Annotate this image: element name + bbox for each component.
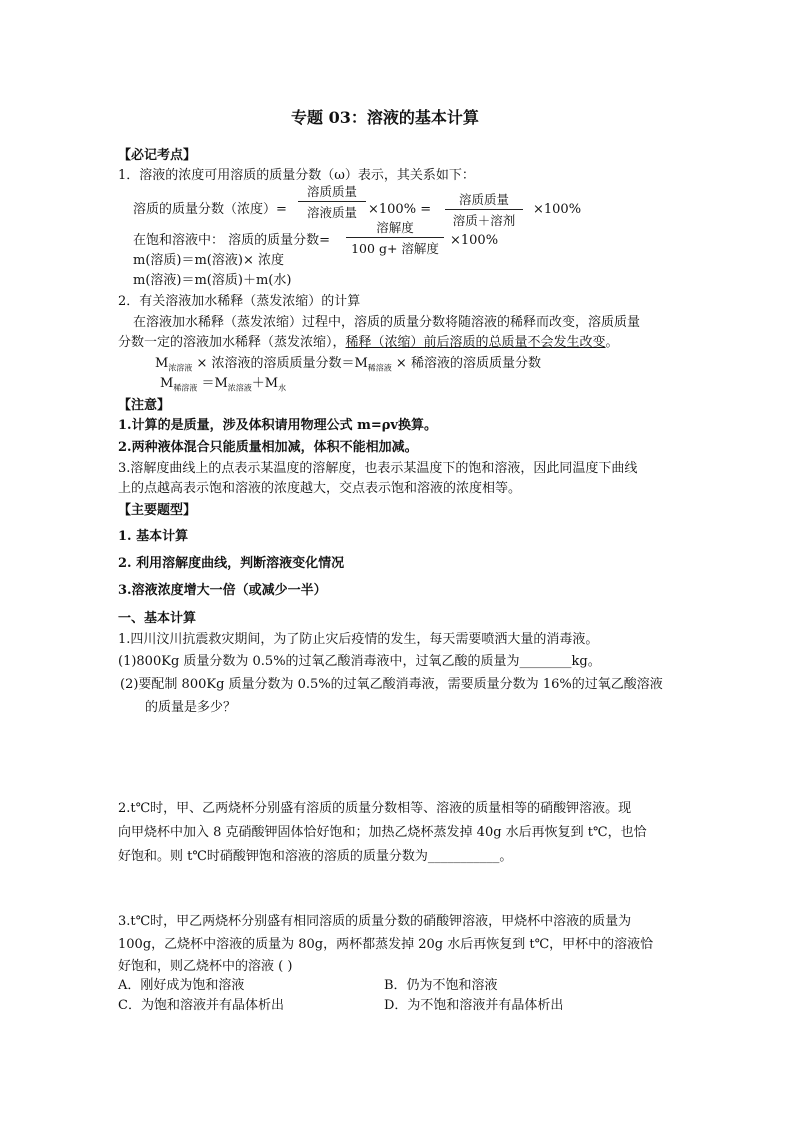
body-text: 。 — [605, 335, 619, 350]
fraction-denominator: 溶液质量 — [306, 205, 357, 220]
types-header: 【主要题型】 — [118, 503, 197, 518]
key-point-2-body-1: 在溶液加水稀释（蒸发浓缩）过程中，溶质的质量分数将随溶液的稀释而改变，溶质质量 — [133, 315, 641, 330]
option-b: B．仍为不饱和溶液 — [384, 978, 498, 993]
formula-1-mid: ×100% = — [368, 202, 432, 217]
formula-4: m(溶液)＝m(溶质)＋m(水) — [133, 273, 292, 288]
fraction-numerator: 溶质质量 — [445, 190, 523, 210]
question-1-part-2-line-1: (2)要配制 800Kg 质量分数为 0.5%的过氧乙酸消毒液，需要质量分数为 16%的过氧乙酸溶液 — [120, 677, 663, 692]
formula-3: m(溶质)＝m(溶液)× 浓度 — [133, 253, 284, 268]
formula-symbol: M — [155, 356, 169, 371]
question-1-part-1: (1)800Kg 质量分数为 0.5%的过氧乙酸消毒液中，过氧乙酸的质量为________kg。 — [118, 654, 601, 669]
question-1-part-2-line-2: 的质量是多少？ — [145, 700, 237, 715]
option-c: C．为饱和溶液并有晶体析出 — [118, 998, 284, 1013]
fraction-denominator: 溶质＋溶剂 — [452, 213, 516, 228]
formula-text: ＝M — [197, 376, 228, 391]
formula-2-fraction — [346, 218, 444, 257]
formula-subscript: 浓溶液 — [168, 363, 193, 373]
key-points-header: 【必记考点】 — [118, 148, 197, 163]
question-2-line-1: 2.t℃时，甲、乙两烧杯分别盛有溶质的质量分数相等、溶液的质量相等的硝酸钾溶液。现 — [118, 801, 632, 816]
fraction-numerator: 溶解度 — [346, 218, 444, 238]
formula-subscript: 水 — [278, 383, 287, 393]
section-1-header: 一、基本计算 — [118, 611, 197, 626]
note-3-line-1: 3.溶解度曲线上的点表示某温度的溶解度，也表示某温度下的饱和溶液，因此同温度下曲线 — [118, 461, 638, 476]
body-text: 分数一定的溶液加水稀释（蒸发浓缩）， — [118, 335, 346, 350]
note-3-line-2: 上的点越高表示饱和溶液的浓度越大，交点表示饱和溶液的浓度相等。 — [118, 481, 522, 496]
notes-header: 【注意】 — [118, 398, 171, 413]
formula-subscript: 稀溶液 — [367, 363, 392, 373]
question-2-line-2: 向甲烧杯中加入 8 克硝酸钾固体恰好饱和；加热乙烧杯蒸发掉 40g 水后再恢复到 t℃，也恰 — [118, 825, 647, 840]
type-2: 2. 利用溶解度曲线，判断溶液变化情况 — [118, 556, 345, 571]
dilution-formula-2 — [160, 376, 286, 394]
formula-1-fraction-1 — [298, 182, 366, 221]
formula-symbol: M — [160, 376, 174, 391]
question-2-line-3: 好饱和。则 t℃时硝酸钾饱和溶液的溶质的质量分数为___________。 — [118, 849, 513, 864]
formula-1-fraction-2 — [445, 190, 523, 229]
fraction-numerator: 溶质质量 — [298, 182, 366, 202]
formula-subscript: 浓溶液 — [227, 383, 252, 393]
note-2: 2.两种液体混合只能质量相加减，体积不能相加减。 — [118, 440, 418, 455]
fraction-denominator: 100 g+ 溶解度 — [351, 241, 439, 256]
key-point-1: 1．溶液的浓度可用溶质的质量分数（ω）表示，其关系如下： — [118, 168, 475, 183]
underlined-text: 稀释（浓缩）前后溶质的总质量不会发生改变 — [345, 335, 606, 350]
formula-1-tail: ×100% — [533, 202, 582, 217]
note-1 — [118, 418, 437, 434]
option-d: D．为不饱和溶液并有晶体析出 — [384, 998, 564, 1013]
formula-text: × 稀溶液的溶质质量分数 — [391, 356, 541, 371]
question-3-line-2: 100g，乙烧杯中溶液的质量为 80g，两杯都蒸发掉 20g 水后再恢复到 t℃，甲杯中的溶液恰 — [118, 937, 654, 952]
formula-2-tail: ×100% — [450, 233, 499, 248]
note-text: 1.计算的是质量，涉及体积请用物理公式 m=ρv换算。 — [118, 418, 437, 433]
type-1: 1. 基本计算 — [118, 529, 189, 544]
key-point-2-body-2 — [118, 335, 619, 351]
page-title: 专题 03：溶液的基本计算 — [291, 108, 479, 127]
key-point-2: 2．有关溶液加水稀释（蒸发浓缩）的计算 — [118, 294, 361, 309]
type-3: 3.溶液浓度增大一倍（或减少一半） — [118, 583, 327, 598]
option-a: A．刚好成为饱和溶液 — [118, 978, 245, 993]
question-3-line-3: 好饱和，则乙烧杯中的溶液 ( ) — [118, 959, 293, 974]
formula-text: ＋M — [251, 376, 279, 391]
formula-text: × 浓溶液的溶质质量分数＝M — [192, 356, 368, 371]
question-1: 1.四川汶川抗震救灾期间，为了防止灾后疫情的发生，每天需要喷洒大量的消毒液。 — [118, 632, 599, 647]
dilution-formula-1 — [155, 356, 541, 374]
question-3-line-1: 3.t℃时，甲乙两烧杯分别盛有相同溶质的质量分数的硝酸钾溶液，甲烧杯中溶液的质量为 — [118, 914, 632, 929]
formula-1-lhs: 溶质的质量分数（浓度）= — [133, 202, 287, 217]
formula-2-lhs: 在饱和溶液中： 溶质的质量分数= — [133, 233, 331, 248]
formula-subscript: 稀溶液 — [173, 383, 198, 393]
